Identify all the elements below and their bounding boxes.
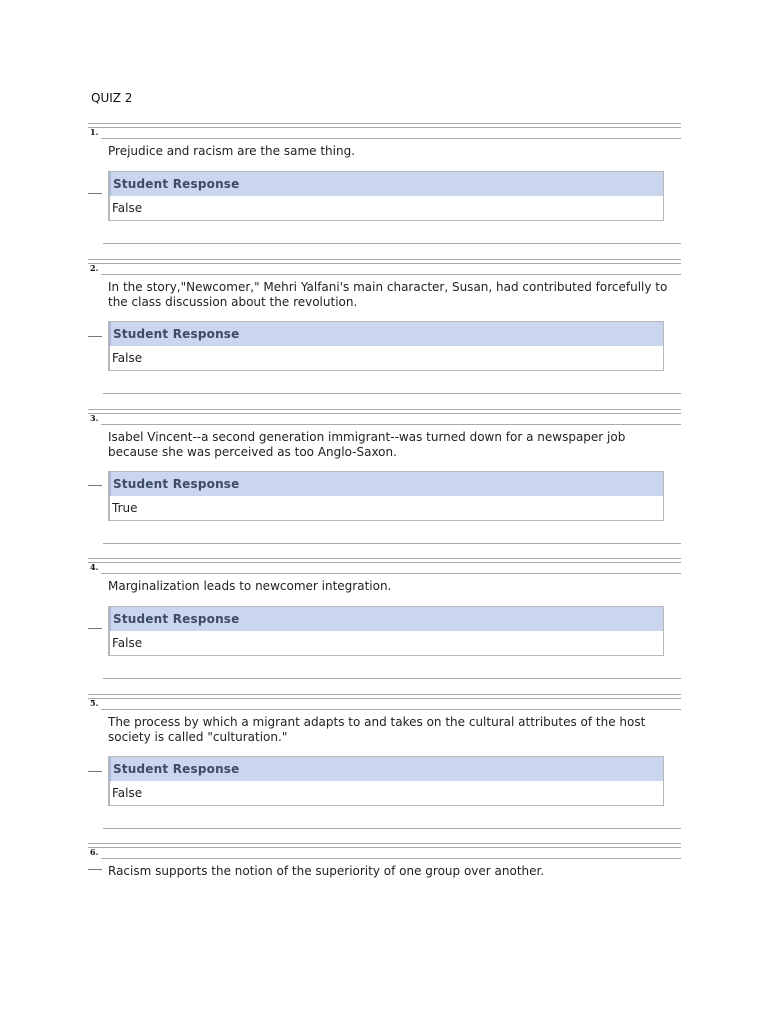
- page-title: QUIZ 2: [91, 91, 133, 105]
- student-response-header: Student Response: [109, 607, 663, 631]
- question-5: [88, 694, 681, 830]
- question-divider: [101, 424, 681, 425]
- question-divider: [103, 828, 681, 829]
- answer-marker: [88, 336, 102, 337]
- answer-marker: [88, 771, 102, 772]
- question-number: 3.: [90, 413, 99, 423]
- question-number: 4.: [90, 562, 99, 572]
- answer-marker: [88, 193, 102, 194]
- student-response-box: [108, 471, 664, 521]
- question-number: 6.: [90, 847, 99, 857]
- question-divider: [88, 694, 681, 699]
- student-response-value: False: [109, 346, 663, 370]
- student-response-header: Student Response: [109, 172, 663, 196]
- question-divider: [103, 243, 681, 244]
- question-text: Racism supports the notion of the superiority of one group over another.: [108, 864, 545, 878]
- question-text: The process by which a migrant adapts to and takes on the cultural attributes of the host society is called "culturation.": [108, 715, 646, 744]
- question-divider: [103, 678, 681, 679]
- question-2: [88, 259, 681, 395]
- question-divider: [101, 709, 681, 710]
- question-4: [88, 558, 681, 680]
- question-text: In the story,"Newcomer," Mehri Yalfani's main character, Susan, had contributed forcefully to the class discussion about the revolution.: [108, 280, 668, 309]
- question-number: 5.: [90, 698, 99, 708]
- student-response-box: [108, 606, 664, 656]
- question-divider: [101, 858, 681, 859]
- student-response-header: Student Response: [109, 472, 663, 496]
- question-number: 2.: [90, 263, 99, 273]
- question-divider: [101, 138, 681, 139]
- question-divider: [88, 259, 681, 264]
- student-response-box: [108, 321, 664, 371]
- question-divider: [103, 393, 681, 394]
- student-response-box: [108, 171, 664, 221]
- student-response-value: True: [109, 496, 663, 520]
- student-response-header: Student Response: [109, 757, 663, 781]
- answer-marker: [88, 485, 102, 486]
- question-divider: [103, 543, 681, 544]
- question-1: [88, 123, 681, 245]
- answer-marker: [88, 869, 102, 870]
- question-6: [88, 843, 681, 893]
- question-divider: [88, 558, 681, 563]
- question-divider: [101, 573, 681, 574]
- question-number: 1.: [90, 127, 99, 137]
- question-divider: [88, 123, 681, 128]
- student-response-value: False: [109, 631, 663, 655]
- student-response-box: [108, 756, 664, 806]
- answer-marker: [88, 628, 102, 629]
- student-response-header: Student Response: [109, 322, 663, 346]
- question-divider: [88, 409, 681, 414]
- question-text: Prejudice and racism are the same thing.: [108, 144, 356, 158]
- question-divider: [88, 843, 681, 848]
- question-text: Isabel Vincent--a second generation immigrant--was turned down for a newspaper job because she was perceived as too Anglo-Saxon.: [108, 430, 626, 459]
- student-response-value: False: [109, 781, 663, 805]
- question-divider: [101, 274, 681, 275]
- question-3: [88, 409, 681, 545]
- question-text: Marginalization leads to newcomer integration.: [108, 579, 392, 593]
- student-response-value: False: [109, 196, 663, 220]
